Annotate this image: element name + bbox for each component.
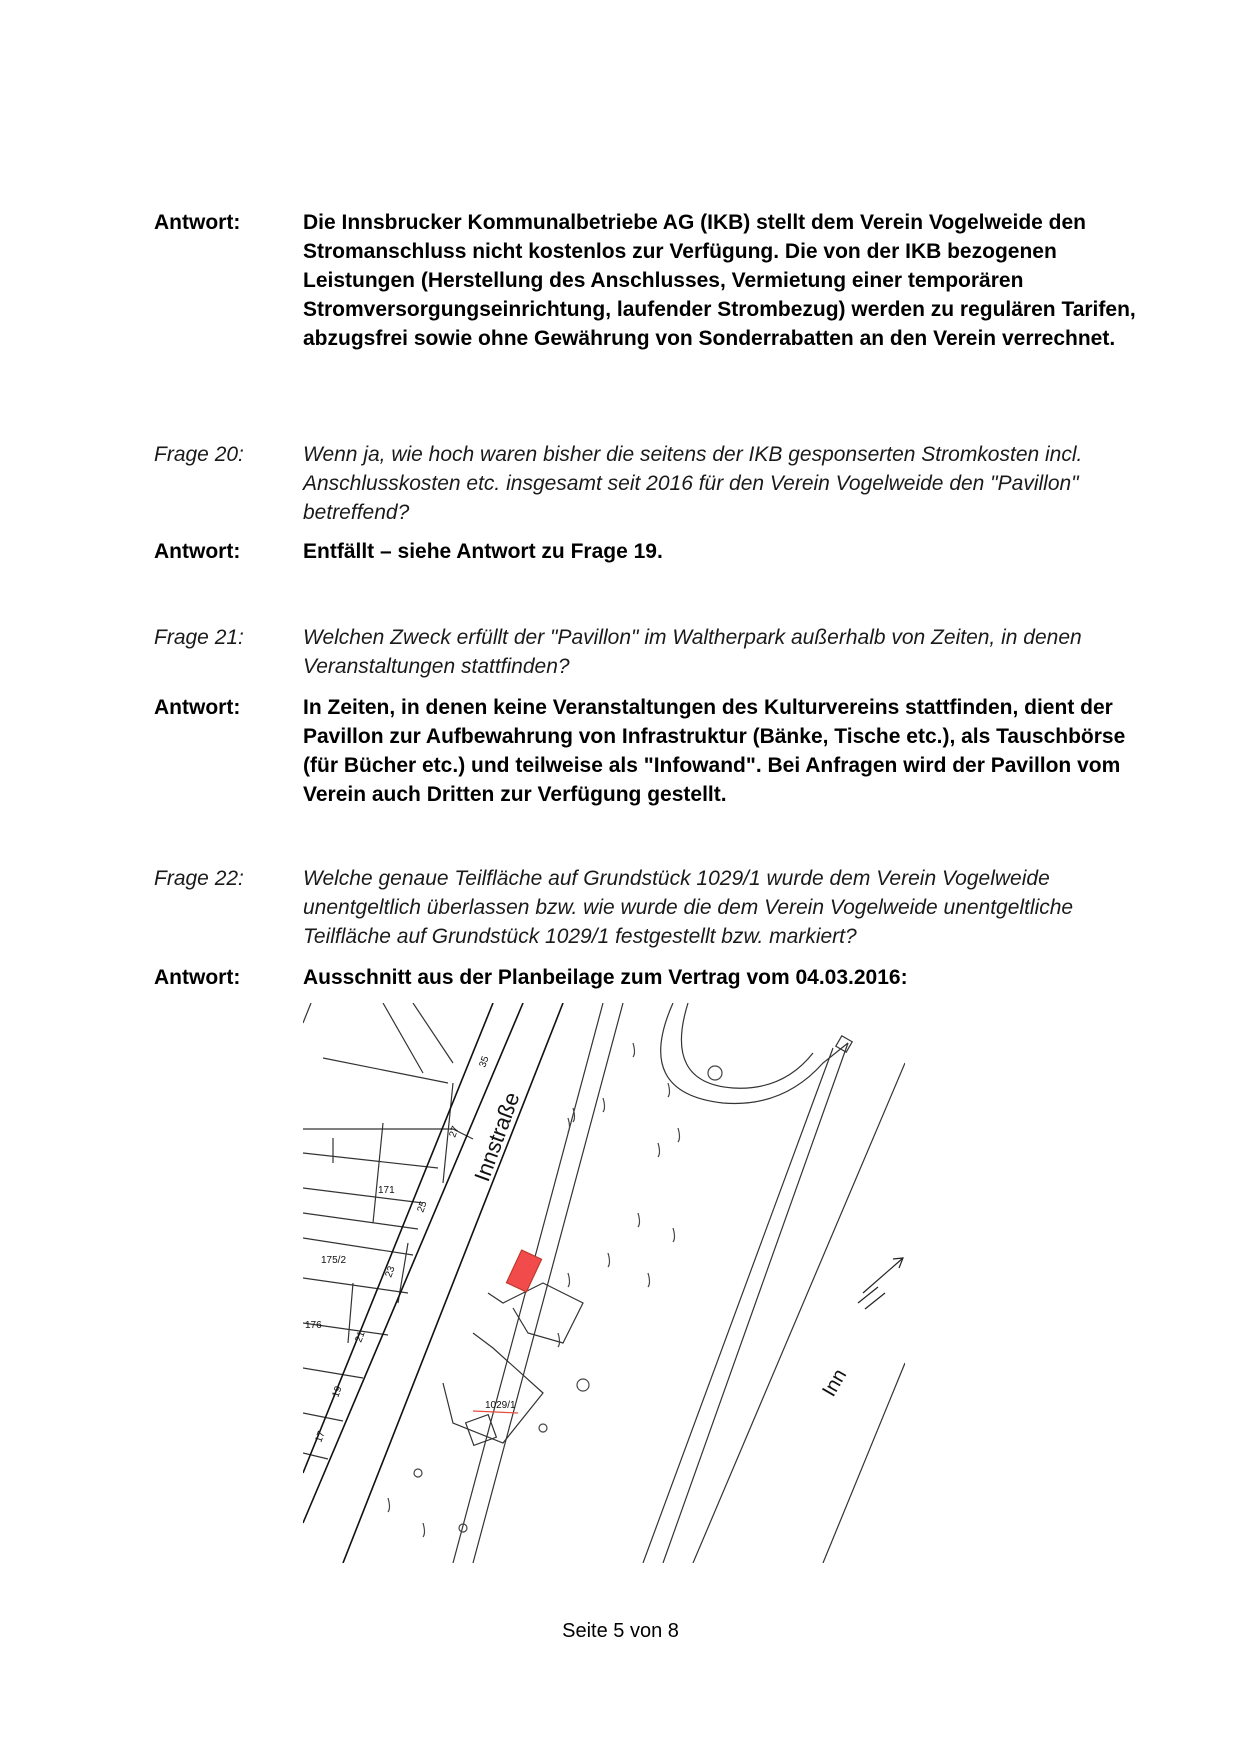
block-question-21 (154, 623, 1144, 681)
page-footer: Seite 5 von 8 (562, 1620, 679, 1642)
block-answer-20 (154, 537, 1144, 566)
flow-arrow (858, 1258, 903, 1309)
parcel-label: 17 (313, 1429, 328, 1445)
block-question-20 (154, 440, 1144, 527)
question-text: Welche genaue Teilfläche auf Grundstück 1029/1 wurde dem Verein Vogelweide unentgeltlich überlassen bzw. wie wurde die dem Verein Vogelweide unentgeltliche Teilfläche auf Grundstück 1029/1 festgestellt bzw. markiert? (303, 867, 1074, 948)
cadastral-map (303, 1003, 905, 1563)
answer-label: Antwort: (154, 696, 241, 719)
parcel-label: 171 (378, 1185, 395, 1196)
parcel-label: 21 (353, 1329, 368, 1345)
parcel-label: 23 (383, 1264, 398, 1280)
answer-text: In Zeiten, in denen keine Veranstaltungen des Kulturvereins stattfinden, dient der Pavillon zur Aufbewahrung von Infrastruktur (Bänke, Tische etc.), als Tauschbörse (für Bücher etc.) und teilweise als "Infowand". Bei Anfragen wird der Pavillon vom Verein auch Dritten zur Verfügung gestellt. (303, 696, 1126, 806)
parcel-label: 175/2 (321, 1255, 347, 1266)
question-label: Frage 21: (154, 626, 244, 649)
question-text: Welchen Zweck erfüllt der "Pavillon" im Waltherpark außerhalb von Zeiten, in denen Veranstaltungen stattfinden? (303, 626, 1082, 678)
parcel-label: 27 (447, 1124, 462, 1140)
block-answer-21 (154, 693, 1144, 809)
river-label: Inn (818, 1365, 852, 1401)
leased-area-highlight (506, 1250, 541, 1292)
parcel-label: 176 (305, 1320, 322, 1331)
answer-text: Ausschnitt aus der Planbeilage zum Vertrag vom 04.03.2016: (303, 966, 908, 989)
parcel-lines (303, 1003, 473, 1459)
question-label: Frage 20: (154, 443, 244, 466)
parcel-main-label: 1029/1 (485, 1400, 516, 1411)
parcel-label: 25 (415, 1199, 430, 1215)
tree-symbols (388, 1043, 722, 1537)
river-banks (693, 1063, 905, 1563)
pavilion-area (443, 1283, 583, 1445)
parcel-label: 35 (477, 1054, 492, 1070)
answer-label: Antwort: (154, 966, 241, 989)
answer-text: Entfällt – siehe Antwort zu Frage 19. (303, 540, 663, 563)
question-text: Wenn ja, wie hoch waren bisher die seitens der IKB gesponserten Stromkosten incl. Anschlusskosten etc. insgesamt seit 2016 für den Verein Vogelweide den "Pavillon" betreffend? (303, 443, 1083, 524)
parcel-label: 19 (330, 1384, 345, 1400)
block-answer-19 (154, 208, 1144, 353)
block-question-22 (154, 864, 1144, 951)
answer-label: Antwort: (154, 540, 241, 563)
block-answer-22 (154, 963, 1144, 992)
answer-text: Die Innsbrucker Kommunalbetriebe AG (IKB) stellt dem Verein Vogelweide den Stromanschluss nicht kostenlos zur Verfügung. Die von der IKB bezogenen Leistungen (Herstellung des Anschlusses, Vermietung einer temporären Stromversorgungseinrichtung, laufender Strombezug) werden zu regulären Tarifen, abzugsfrei sowie ohne Gewährung von Sonderrabatten an den Verein verrechnet. (303, 211, 1136, 350)
answer-label: Antwort: (154, 211, 241, 234)
question-label: Frage 22: (154, 867, 244, 890)
street-label: Innstraße (469, 1088, 525, 1185)
